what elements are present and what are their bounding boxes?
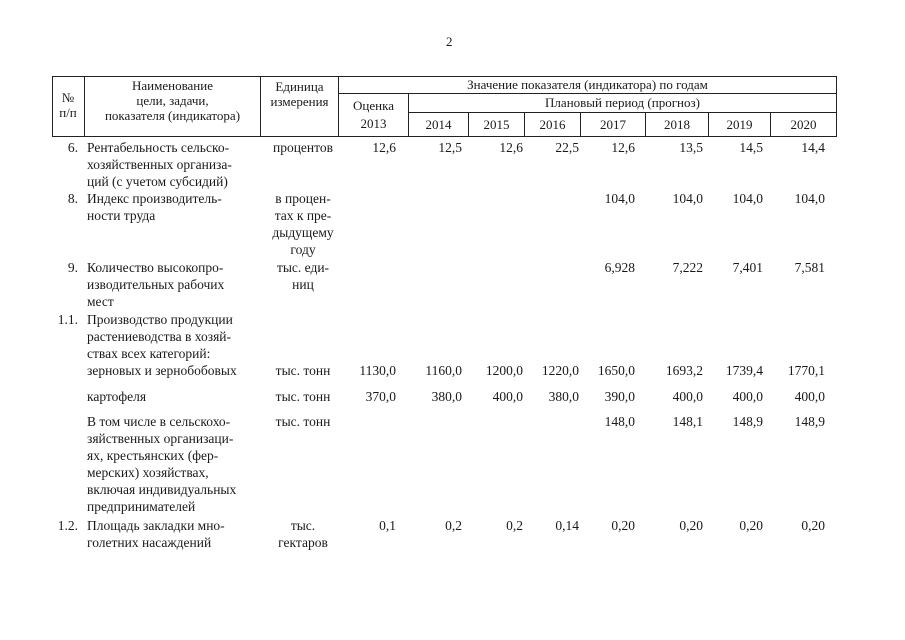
value-cell: 0,20 bbox=[801, 518, 825, 533]
row-number: 8. bbox=[67, 191, 78, 206]
row-number: 1.1. bbox=[57, 312, 78, 327]
unit: тыс. еди- ниц bbox=[276, 260, 330, 292]
value-cell: 12,6 bbox=[372, 140, 396, 155]
value-cell: 14,5 bbox=[739, 140, 763, 155]
unit: тыс. тонн bbox=[275, 363, 331, 378]
value-cell: 0,14 bbox=[555, 518, 579, 533]
value-cell: 104,0 bbox=[732, 191, 763, 206]
header-year: 2016 bbox=[539, 117, 566, 132]
value-cell: 1220,0 bbox=[541, 363, 579, 378]
value-cell: 148,0 bbox=[604, 414, 635, 429]
value-cell: 104,0 bbox=[794, 191, 825, 206]
value-cell: 400,0 bbox=[794, 389, 825, 404]
unit: процентов bbox=[272, 140, 333, 155]
header-year: 2015 bbox=[483, 117, 510, 132]
value-cell: 7,401 bbox=[732, 260, 763, 275]
value-cell: 1160,0 bbox=[425, 363, 462, 378]
value-cell: 1650,0 bbox=[597, 363, 635, 378]
value-cell: 0,2 bbox=[445, 518, 462, 533]
value-cell: 390,0 bbox=[604, 389, 635, 404]
value-cell: 104,0 bbox=[672, 191, 703, 206]
table-header bbox=[52, 76, 837, 137]
header-mid-border bbox=[338, 93, 837, 94]
value-cell: 380,0 bbox=[431, 389, 462, 404]
header-bottom-border bbox=[52, 136, 837, 137]
value-cell: 13,5 bbox=[679, 140, 703, 155]
row-number: 6. bbox=[67, 140, 78, 155]
header-year: 2020 bbox=[790, 117, 817, 132]
header-unit: Единица измерения bbox=[270, 79, 329, 109]
value-cell: 370,0 bbox=[365, 389, 396, 404]
value-cell: 148,9 bbox=[794, 414, 825, 429]
value-cell: 0,20 bbox=[611, 518, 635, 533]
indicator-name: Индекс производитель- ности труда bbox=[87, 191, 222, 223]
value-cell: 7,222 bbox=[672, 260, 703, 275]
value-cell: 1739,4 bbox=[725, 363, 763, 378]
value-cell: 148,9 bbox=[732, 414, 763, 429]
indicator-name: зерновых и зернобобовых bbox=[87, 363, 237, 378]
value-cell: 1200,0 bbox=[485, 363, 523, 378]
value-cell: 6,928 bbox=[604, 260, 635, 275]
header-year: 2017 bbox=[600, 117, 626, 132]
header-planned: Плановый период (прогноз) bbox=[545, 95, 700, 110]
value-cell: 0,1 bbox=[379, 518, 396, 533]
value-cell: 148,1 bbox=[672, 414, 703, 429]
value-cell: 12,6 bbox=[611, 140, 635, 155]
indicator-name: Количество высокопро- изводительных рабочих мест bbox=[87, 260, 225, 309]
value-cell: 22,5 bbox=[555, 140, 579, 155]
indicator-name: картофеля bbox=[87, 389, 147, 404]
value-cell: 1693,2 bbox=[665, 363, 703, 378]
unit: в процен- тах к пре- дыдущему году bbox=[272, 191, 334, 257]
unit: тыс. тонн bbox=[275, 414, 331, 429]
header-year: 2018 bbox=[664, 117, 690, 132]
header-name: Наименование цели, задачи, показателя (индикатора) bbox=[104, 78, 241, 123]
value-cell: 12,6 bbox=[499, 140, 523, 155]
indicator-name: Рентабельность сельско- хозяйственных организа- ций (с учетом субсидий) bbox=[87, 140, 232, 189]
header-no: № п/п bbox=[59, 90, 77, 120]
header-year: 2013 bbox=[360, 116, 387, 131]
value-cell: 400,0 bbox=[732, 389, 763, 404]
value-cell: 0,20 bbox=[739, 518, 763, 533]
unit: тыс. гектаров bbox=[278, 518, 328, 550]
header-year: 2019 bbox=[726, 117, 753, 132]
header-year: 2014 bbox=[425, 117, 452, 132]
value-cell: 400,0 bbox=[672, 389, 703, 404]
unit: тыс. тонн bbox=[275, 389, 331, 404]
value-cell: 12,5 bbox=[438, 140, 462, 155]
value-cell: 1770,1 bbox=[787, 363, 825, 378]
value-cell: 7,581 bbox=[794, 260, 825, 275]
value-cell: 380,0 bbox=[548, 389, 579, 404]
value-cell: 104,0 bbox=[604, 191, 635, 206]
header-estimate: Оценка bbox=[353, 98, 394, 113]
row-number: 9. bbox=[67, 260, 78, 275]
value-cell: 1130,0 bbox=[359, 363, 396, 378]
indicator-name: Площадь закладки мно- голетних насаждений bbox=[87, 518, 225, 550]
row-number: 1.2. bbox=[57, 518, 78, 533]
value-cell: 14,4 bbox=[801, 140, 825, 155]
value-cell: 0,2 bbox=[506, 518, 523, 533]
indicator-name: В том числе в сельскохо- зяйственных организаци- ях, крестьянских (фер- мерских) хозяйствах, включая индивидуальных предпринимателей bbox=[87, 414, 237, 514]
indicator-name: Производство продукции растениеводства в хозяй- ствах всех категорий: bbox=[87, 312, 233, 361]
header-values: Значение показателя (индикатора) по годам bbox=[467, 77, 708, 92]
value-cell: 0,20 bbox=[679, 518, 703, 533]
header-right-border bbox=[836, 76, 837, 137]
value-cell: 400,0 bbox=[492, 389, 523, 404]
header-planned-border bbox=[408, 112, 837, 113]
page-number: 2 bbox=[446, 34, 453, 49]
